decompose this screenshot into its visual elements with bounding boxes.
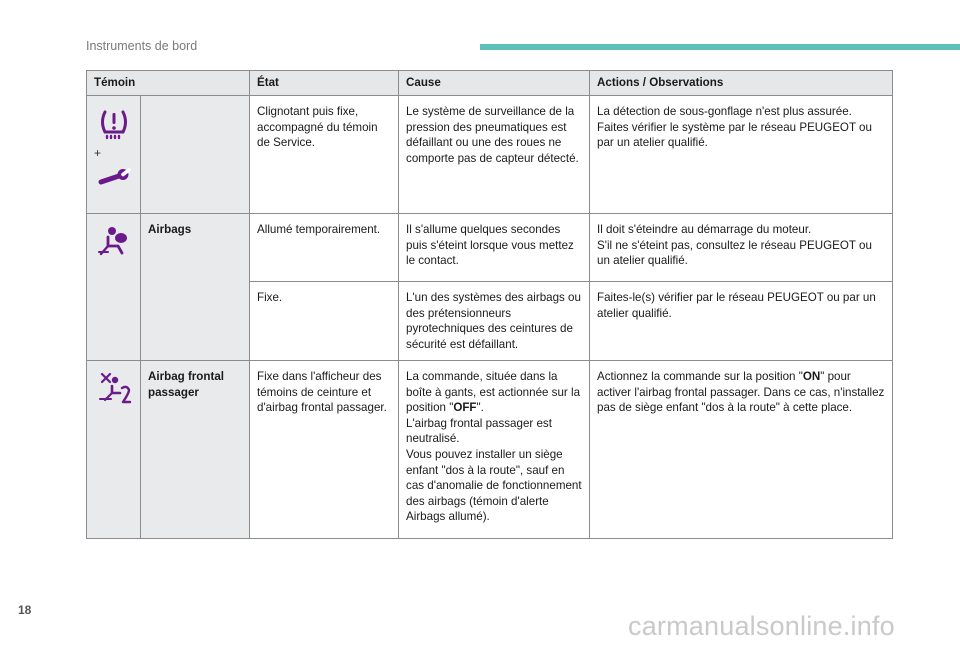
on-keyword: ON [802,370,821,383]
warning-lights-table [86,70,893,539]
watermark-text: carmanualsonline.info [628,611,895,641]
plus-sign: + [94,146,102,160]
section-title: Instruments de bord [86,39,198,53]
condition-cell: Allumé temporairement. [250,214,399,282]
passenger-airbag-off-icon [94,371,134,405]
actions-text-part: Actionnez la commande sur la position " [597,370,803,383]
column-header-temoin: Témoin [87,71,250,96]
table-row [87,361,893,539]
tyre-pressure-warning-icon [97,108,131,140]
table-header-row [87,71,893,96]
airbag-icon [96,224,132,256]
section-accent-bar [480,44,960,50]
indicator-icon-cell [87,96,141,214]
cause-cell: Le système de surveillance de la pression des pneumatiques est défaillant ou une des roues ne comporte pas de capteur détecté. [399,96,590,214]
off-keyword: OFF [453,401,477,415]
cause-text-part: La commande, située dans la boîte à gants, est actionnée sur la position " [406,370,581,415]
condition-cell: Fixe dans l'afficheur des témoins de ceinture et d'airbag frontal passager. [250,361,399,539]
indicator-icon-cell [87,361,141,539]
table-row [87,96,893,214]
service-wrench-icon [97,166,131,190]
indicator-icon-cell [87,214,141,361]
column-header-etat: État [250,71,399,96]
actions-cell [590,361,893,539]
cause-cell: Il s'allume quelques secondes puis s'éteint lorsque vous mettez le contact. [399,214,590,282]
table-row [87,214,893,282]
page-number: 18 [18,603,32,617]
cause-text-part: ". L'airbag frontal passager est neutralisé. Vous pouvez installer un siège enfant "dos à la route", sauf en cas d'anomalie de fonctionnement des airbags (témoin d'alerte Airbags allumé). [406,401,582,524]
condition-cell: Clignotant puis fixe, accompagné du témoin de Service. [250,96,399,214]
cause-cell [399,361,590,539]
actions-cell: Faites-le(s) vérifier par le réseau PEUGEOT ou par un atelier qualifié. [590,282,893,361]
state-cell: Airbag frontal passager [141,361,250,539]
actions-cell: La détection de sous-gonflage n'est plus assurée. Faites vérifier le système par le réseau PEUGEOT ou par un atelier qualifié. [590,96,893,214]
column-header-cause: Cause [399,71,590,96]
state-cell [141,96,250,214]
column-header-actions: Actions / Observations [590,71,893,96]
state-cell: Airbags [141,214,250,361]
cause-cell: L'un des systèmes des airbags ou des prétensionneurs pyrotechniques des ceintures de sécurité est défaillant. [399,282,590,361]
actions-cell: Il doit s'éteindre au démarrage du moteur. S'il ne s'éteint pas, consultez le réseau PEUGEOT ou un atelier qualifié. [590,214,893,282]
condition-cell: Fixe. [250,282,399,361]
actions-text-part: " pour activer l'airbag frontal passager. Dans ce cas, n'installez pas de siège enfant "dos à la route" à cette place. [597,370,885,415]
